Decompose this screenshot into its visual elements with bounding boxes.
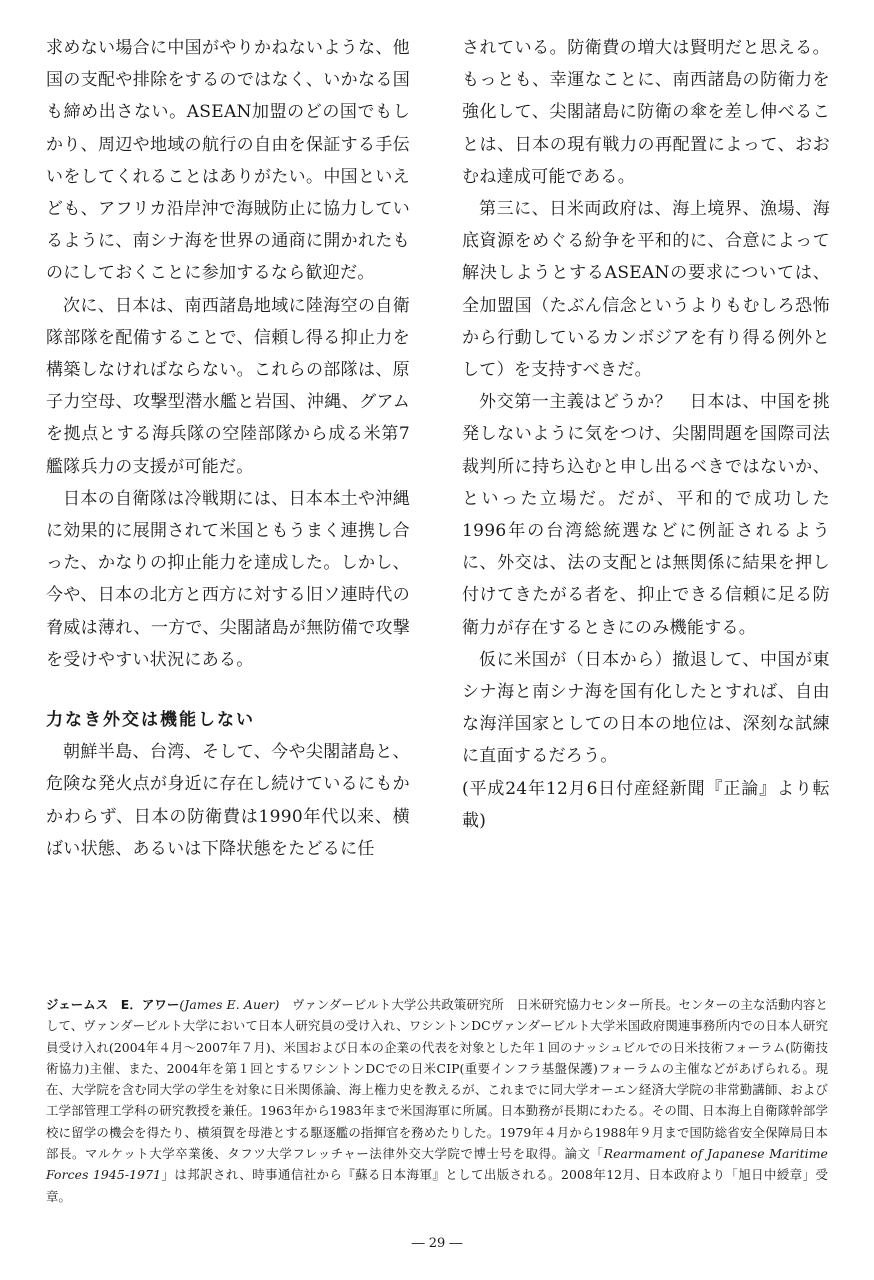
body-paragraph: 仮に米国が（日本から）撤退して、中国が東シナ海と南シナ海を国有化したとすれば、自由な海洋国家としての日本の地位は、深刻な試練に直面するだろう。: [462, 649, 830, 767]
paper-title: Rearmament of Japanese Maritime Forces 1945-1971: [46, 1146, 828, 1183]
page-number: ― 29 ―: [411, 1236, 463, 1251]
author-bio: [46, 994, 828, 1207]
body-paragraph: 朝鮮半島、台湾、そして、今や尖閣諸島と、危険な発火点が身近に存在し続けているにもかかわらず、日本の防衛費は1990年代以来、横ばい状態、あるいは下降状態をたどるに任: [46, 742, 410, 859]
right-column: [462, 32, 830, 837]
section-heading: 力なき外交は機能しない: [46, 710, 255, 731]
left-column: [46, 32, 410, 865]
bio-text: ヴァンダービルト大学公共政策研究所 日米研究協力センター所長。センターの主な活動内容として、ヴァンダービルト大学において日本人研究員の受け入れ、ワシントンDCヴァンダービルト大学米国政府関連事務所内での日本人研究員受け入れ(2004年４月〜2007年７月)、米国および日本の企業の代表を対象とした年１回のナッシュビルでの日米技術フォーラム(防衛技術協力)主催、また、2004年を第１回とするワシントンDCでの日米CIP(重要インフラ基盤保護)フォーラムの主催などがあげられる。現在、大学院を含む同大学の学生を対象に日米関係論、海上権力史を教えるが、これまでに同大学オーエン経済大学院の非常勤講師、および工学部管理工学科の研究教授を兼任。1963年から1983年まで米国海軍に所属。日本勤務が長期にわたる。その間、日本海上自衛隊幹部学校に留学の機会を得たり、横須賀を母港とする駆逐艦の指揮官を務めたりした。1979年４月から1988年９月まで国防総省安全保障局日本部長。マルケット大学卒業後、タフツ大学フレッチャー法律外交大学院で博士号を取得。論文「: [46, 997, 828, 1162]
source-note: (平成24年12月6日付産経新聞『正論』より転載): [462, 778, 830, 831]
bio-text: 」は邦訳され、時事通信社から『蘇る日本海軍』として出版される。2008年12月、日本政府より「旭日中綬章」受章。: [46, 1167, 828, 1204]
body-paragraph: されている。防衛費の増大は賢明だと思える。もっとも、幸運なことに、南西諸島の防衛力を強化して、尖閣諸島に防衛の傘を差し伸べることは、日本の現有戦力の再配置によって、おおむね達成可能である。: [462, 38, 830, 187]
body-paragraph: 次に、日本は、南西諸島地域に陸海空の自衛隊部隊を配備することで、信頼し得る抑止力を構築しなければならない。これらの部隊は、原子力空母、攻撃型潜水艦と岩国、沖縄、グアムを拠点とする海兵隊の空陸部隊から成る米第7艦隊兵力の支援が可能だ。: [46, 295, 410, 477]
body-paragraph: 第三に、日米両政府は、海上境界、漁場、海底資源をめぐる紛争を平和的に、合意によって解決しようとするASEANの要求については、全加盟国（たぶん信念というよりもむしろ恐怖から行動しているカンボジアを有り得る例外として）を支持すべきだ。: [462, 199, 830, 381]
body-paragraph: 求めない場合に中国がやりかねないような、他国の支配や排除をするのではなく、いかなる国も締め出さない。ASEAN加盟のどの国でもしかり、周辺や地域の航行の自由を保証する手伝いをしてくれることはありがたい。中国といえども、アフリカ沿岸沖で海賊防止に協力しているように、南シナ海を世界の通商に開かれたものにしておくことに参加するなら歓迎だ。: [46, 38, 410, 284]
author-name-english: (James E. Auer): [179, 997, 280, 1012]
body-paragraph: 日本の自衛隊は冷戦期には、日本本土や沖縄に効果的に展開されて米国ともうまく連携し合った、かなりの抑止能力を達成した。しかし、今や、日本の北方と西方に対する旧ソ連時代の脅威は薄れ、一方で、尖閣諸島が無防備で攻撃を受けやすい状況にある。: [46, 488, 410, 670]
body-paragraph: 外交第一主義はどうか？ 日本は、中国を挑発しないように気をつけ、尖閣問題を国際司法裁判所に持ち込むと申し出るべきではないか、といった立場だ。だが、平和的で成功した1996年の台湾総統選などに例証されるように、外交は、法の支配とは無関係に結果を押し付けてきたがる者を、抑止できる信頼に足る防衛力が存在するときにのみ機能する。: [462, 392, 830, 638]
author-name: ジェームス E．アワー: [46, 997, 180, 1012]
